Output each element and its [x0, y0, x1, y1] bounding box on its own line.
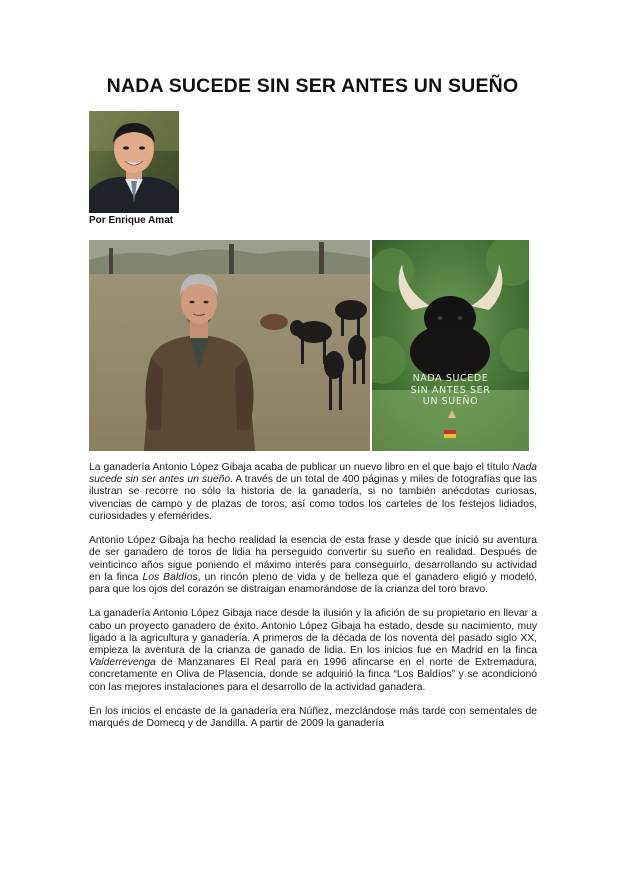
p1-book-title: Nada sucede sin ser antes un sueño [89, 462, 537, 486]
rancher-with-bulls-photo-icon [89, 240, 370, 451]
book-cover-bull-icon [372, 240, 529, 451]
book-cover-line-1: NADA SUCEDE [412, 373, 489, 384]
p1-text: La ganadería Antonio López Gibaja acaba de publicar un nuevo libro en el que bajo el título [89, 462, 513, 473]
article-paragraph-2 [89, 535, 537, 596]
article-paragraph-1 [89, 462, 537, 523]
p2-text: Antonio López Gibaja ha hecho realidad la esencia de esta frase y desde que inició su aventura de ser ganadero de toros de lidia ha perseguido convertir su sueño en realidad. Después de veinticinco años sigue poniendo el máximo interés para conseguirlo, desarrollando su actividad en la finca [89, 535, 537, 583]
rancher-photo [89, 240, 370, 451]
article-body [89, 462, 537, 743]
p3-text-end: de Manzanares El Real para en 1996 afincarse en el norte de Extremadura, concretamente en Oliva de Plasencia, donde se adquirió la finca “Los Baldíos” y se acondicionó con las mejores instalaciones para el desarrollo de la actividad ganadera. [89, 657, 537, 693]
article-paragraph-3 [89, 608, 537, 693]
p2-estate-name: Los Baldíos [142, 571, 198, 583]
p2-text-end: , un rincón pleno de vida y de belleza que el ganadero eligió y modeló, para que los ojos del corazón se distraigan enamorándose de la crianza del toro bravo. [89, 571, 537, 596]
article-title: NADA SUCEDE SIN SER ANTES UN SUEÑO [106, 75, 519, 97]
author-photo [89, 111, 179, 213]
p1-text-end: . A través de un total de 400 páginas y miles de fotografías que las ilustran se recorre no sólo la historia de la ganadería, si no también anécdotas curiosas, vivencias de campo y de plazas de toros, así como todos los carteles de los festejos lidiados, curiosidades y efemérides. [89, 474, 537, 522]
author-portrait-icon [89, 111, 179, 213]
p3-estate-name: Valderrevenga [89, 657, 156, 669]
book-cover-line-3: UN SUEÑO [422, 396, 479, 407]
book-cover-line-2: SIN ANTES SER [410, 384, 491, 396]
book-cover-title [372, 373, 529, 408]
book-cover [372, 240, 529, 451]
author-byline: Por Enrique Amat [89, 215, 174, 226]
p3-text: La ganadería Antonio López Gibaja nace desde la ilusión y la afición de su propietario en llevar a cabo un proyecto ganadero de éxito. Antonio López Gibaja ha estado, desde su nacimiento, muy ligado a la agricultura y ganadería. A primeros de la década de los noventa del pasado siglo XX, empieza la aventura de la crianza de ganado de lidia. En los inicios fue en Madrid en la finca [89, 608, 537, 657]
article-paragraph-4: En los inicios el encaste de la ganadería era Núñez, mezclándose más tarde con sementales de marqués de Domecq y de Jandilla. A partir de 2009 la ganadería [89, 706, 537, 730]
